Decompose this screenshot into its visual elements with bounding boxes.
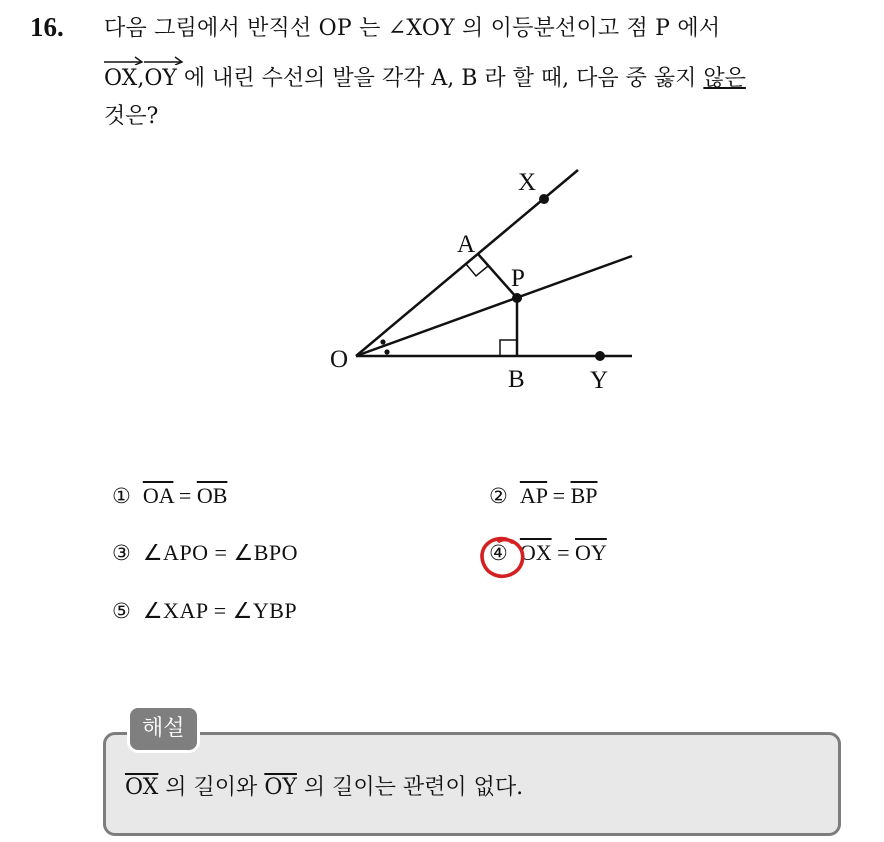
segment-left: $\overline{OA}$ bbox=[142, 483, 174, 508]
choice-expression: ∠APO = ∠BPO bbox=[142, 540, 298, 565]
segment-right: $\overline{BP}$ bbox=[570, 483, 598, 508]
label-y: Y bbox=[590, 367, 609, 394]
choice-5[interactable] bbox=[112, 598, 297, 624]
segment-right: $\overline{OB}$ bbox=[196, 483, 228, 508]
question-text-line-3: 것은? bbox=[104, 104, 159, 129]
segment-right: $\overline{OY}$ bbox=[575, 540, 607, 565]
solution-text-end: 의 길이는 관련이 없다. bbox=[296, 775, 524, 800]
choice-3[interactable] bbox=[112, 540, 298, 566]
question-text-line-2 bbox=[104, 64, 746, 94]
question-text-line-2-rest: 에 내린 수선의 발을 각각 A, B 라 할 때, 다음 중 옳지 bbox=[176, 66, 704, 91]
solution-segment-oy: $\overline{OY}$ bbox=[264, 775, 297, 800]
ray-ox bbox=[104, 64, 137, 94]
choice-4[interactable]: ④ $\overline{OX} = \overline{OY}$ bbox=[489, 540, 607, 565]
ray-arrow-icon bbox=[144, 55, 184, 65]
point-p bbox=[512, 293, 522, 303]
choice-1[interactable]: ① $\overline{OA} = \overline{OB}$ bbox=[112, 483, 228, 508]
right-angle-mark-b bbox=[500, 340, 517, 356]
solution-text-mid: 의 길이와 bbox=[158, 775, 265, 800]
choice-number: ① bbox=[112, 484, 131, 508]
angle-dot-lower bbox=[384, 349, 389, 354]
solution-segment-ox: $\overline{OX}$ bbox=[125, 775, 159, 800]
label-x: X bbox=[518, 169, 537, 196]
choice-number: ② bbox=[489, 484, 508, 508]
solution-tag: 해설 bbox=[130, 708, 197, 750]
ray-arrow-icon bbox=[104, 55, 144, 65]
label-o: O bbox=[330, 346, 349, 373]
segment-left: $\overline{AP}$ bbox=[519, 483, 548, 508]
right-angle-mark-a bbox=[466, 264, 488, 276]
choice-number: ③ bbox=[112, 541, 131, 565]
label-b: B bbox=[508, 366, 525, 393]
ray-oy bbox=[144, 64, 177, 94]
ray-oy-label: OY bbox=[144, 66, 177, 91]
selected-answer-circle-icon bbox=[478, 533, 528, 581]
choice-expression: ∠XAP = ∠YBP bbox=[142, 598, 298, 623]
question-text-line-1: 다음 그림에서 반직선 OP 는 ∠XOY 의 이등분선이고 점 P 에서 bbox=[104, 16, 721, 41]
emphasis-not: 않은 bbox=[703, 66, 746, 91]
label-p: P bbox=[511, 265, 525, 292]
point-x bbox=[539, 194, 549, 204]
segment-left: $\overline{OX}$ bbox=[519, 540, 552, 565]
choice-2[interactable]: ② $\overline{AP} = \overline{BP}$ bbox=[489, 483, 598, 508]
label-a: A bbox=[457, 231, 476, 258]
solution-text bbox=[125, 770, 523, 801]
angle-dot-upper bbox=[380, 339, 385, 344]
choice-number: ④ bbox=[489, 541, 508, 565]
geometry-figure bbox=[320, 160, 650, 400]
comma: , bbox=[137, 66, 145, 91]
question-number: 16. bbox=[30, 12, 64, 42]
choice-number: ⑤ bbox=[112, 599, 131, 623]
ray-ox-label: OX bbox=[104, 66, 138, 91]
point-y bbox=[595, 351, 605, 361]
